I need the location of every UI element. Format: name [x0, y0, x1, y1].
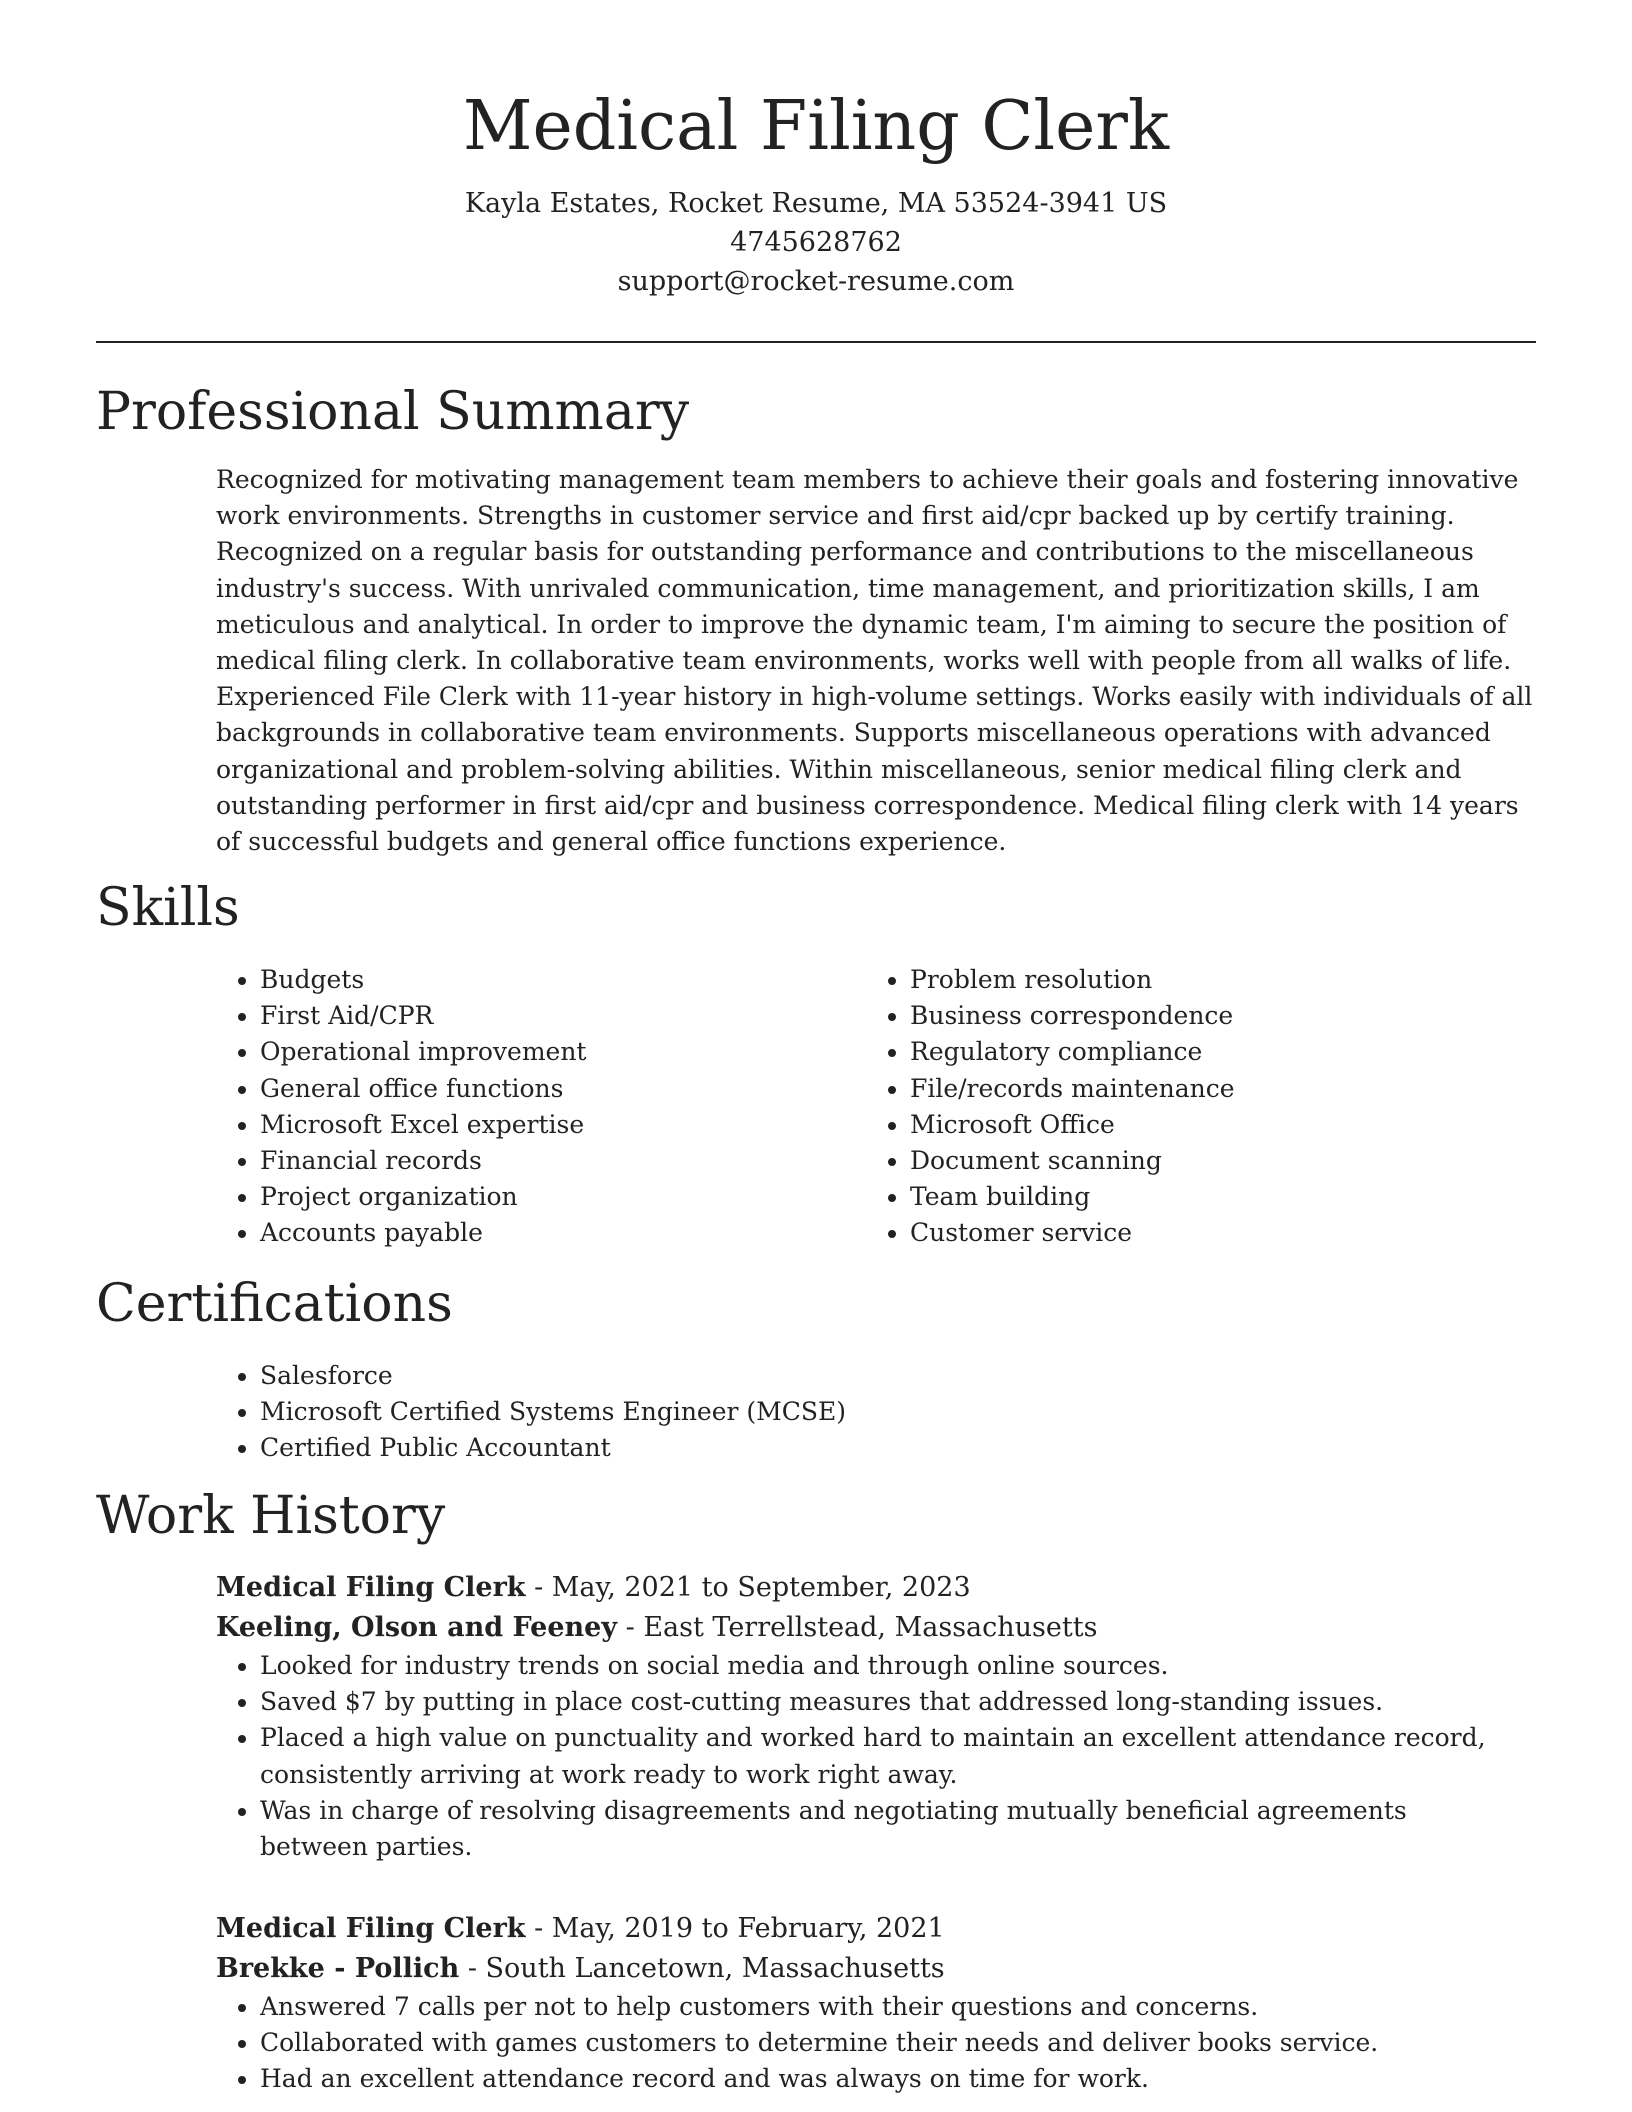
- contact-phone: 4745628762: [730, 227, 902, 258]
- certifications-list: [216, 1358, 1516, 1467]
- skill-item: • Budgets: [260, 962, 856, 998]
- resume-header: [0, 0, 1632, 301]
- contact-address: Kayla Estates, Rocket Resume, MA 53524-3941 US: [464, 188, 1168, 219]
- summary-heading: Professional Summary: [96, 382, 690, 442]
- job-dates: - May, 2021 to September, 2023: [525, 1572, 971, 1603]
- skills-list-right: [866, 962, 1506, 1252]
- job-company-line: [216, 1949, 1516, 1989]
- skill-item: • General office functions: [260, 1071, 856, 1107]
- responsibility-item: • Saved $7 by putting in place cost-cutting measures that addressed long-standing issues.: [260, 1684, 1516, 1720]
- skill-item: • Business correspondence: [910, 998, 1506, 1034]
- certifications-block: [216, 1358, 1516, 1467]
- job-company: Brekke - Pollich: [216, 1953, 460, 1984]
- skills-column-right: [866, 962, 1506, 1252]
- certification-item: • Certified Public Accountant: [260, 1430, 1516, 1466]
- skill-item: • Accounts payable: [260, 1215, 856, 1251]
- skills-column-left: [216, 962, 856, 1252]
- skill-item: • Microsoft Excel expertise: [260, 1107, 856, 1143]
- skill-item: • Team building: [910, 1179, 1506, 1215]
- header-divider: [96, 341, 1536, 343]
- skill-item: • Financial records: [260, 1143, 856, 1179]
- certification-item: • Salesforce: [260, 1358, 1516, 1394]
- responsibility-item: • Had an excellent attendance record and was always on time for work.: [260, 2061, 1516, 2097]
- responsibility-item: • Looked for industry trends on social media and through online sources.: [260, 1648, 1516, 1684]
- job-company: Keeling, Olson and Feeney: [216, 1612, 618, 1643]
- job-title: Medical Filing Clerk: [216, 1913, 526, 1944]
- skill-item: • Microsoft Office: [910, 1107, 1506, 1143]
- skill-item: • File/records maintenance: [910, 1071, 1506, 1107]
- responsibility-item: • Placed a high value on punctuality and worked hard to maintain an excellent attendance record, consistently arriving at work ready to work right away.: [260, 1720, 1516, 1792]
- job-dates: - May, 2019 to February, 2021: [525, 1913, 945, 1944]
- skills-heading: Skills: [96, 878, 240, 938]
- job-location: - South Lancetown, Massachusetts: [459, 1953, 945, 1984]
- responsibility-item: • Answered 7 calls per not to help customers with their questions and concerns.: [260, 1989, 1516, 2025]
- responsibility-item: • Was in charge of resolving disagreements and negotiating mutually beneficial agreements between parties.: [260, 1793, 1516, 1865]
- job-title-line: [216, 1568, 1516, 1608]
- certifications-heading: Certifications: [96, 1274, 453, 1334]
- work-history-heading: Work History: [96, 1486, 446, 1546]
- skill-item: • Regulatory compliance: [910, 1034, 1506, 1070]
- skill-item: • Customer service: [910, 1215, 1506, 1251]
- candidate-name: Medical Filing Clerk: [462, 87, 1170, 166]
- skill-item: • Project organization: [260, 1179, 856, 1215]
- skill-item: • Problem resolution: [910, 962, 1506, 998]
- skill-item: • First Aid/CPR: [260, 998, 856, 1034]
- job-title: Medical Filing Clerk: [216, 1572, 526, 1603]
- skill-item: • Operational improvement: [260, 1034, 856, 1070]
- job-title-line: [216, 1909, 1516, 1949]
- job-responsibilities: [216, 1648, 1516, 1865]
- job-responsibilities: [216, 1989, 1516, 2098]
- certification-item: • Microsoft Certified Systems Engineer (MCSE): [260, 1394, 1516, 1430]
- responsibility-item: • Collaborated with games customers to determine their needs and deliver books service.: [260, 2025, 1516, 2061]
- job-entry: [216, 1909, 1516, 2098]
- job-entry: [216, 1568, 1516, 1865]
- job-company-line: [216, 1608, 1516, 1648]
- summary-text: Recognized for motivating management team members to achieve their goals and fostering innovative work environments. Strengths in customer service and first aid/cpr backed up by certify training. Recognized on a regular basis for outstanding performance and contributions to the miscellaneous industry's success. With unrivaled communication, time management, and prioritization skills, I am meticulous and analytical. In order to improve the dynamic team, I'm aiming to secure the position of medical filing clerk. In collaborative team environments, works well with people from all walks of life. Experienced File Clerk with 11-year history in high-volume settings. Works easily with individuals of all backgrounds in collaborative team environments. Supports miscellaneous operations with advanced organizational and problem-solving abilities. Within miscellaneous, senior medical filing clerk and outstanding performer in first aid/cpr and business correspondence. Medical filing clerk with 14 years of successful budgets and general office functions experience.: [216, 465, 1533, 857]
- skill-item: • Document scanning: [910, 1143, 1506, 1179]
- job-location: - East Terrellstead, Massachusetts: [617, 1612, 1098, 1643]
- contact-info: [0, 184, 1632, 301]
- skills-list-left: [216, 962, 856, 1252]
- contact-email: support@rocket-resume.com: [617, 266, 1015, 297]
